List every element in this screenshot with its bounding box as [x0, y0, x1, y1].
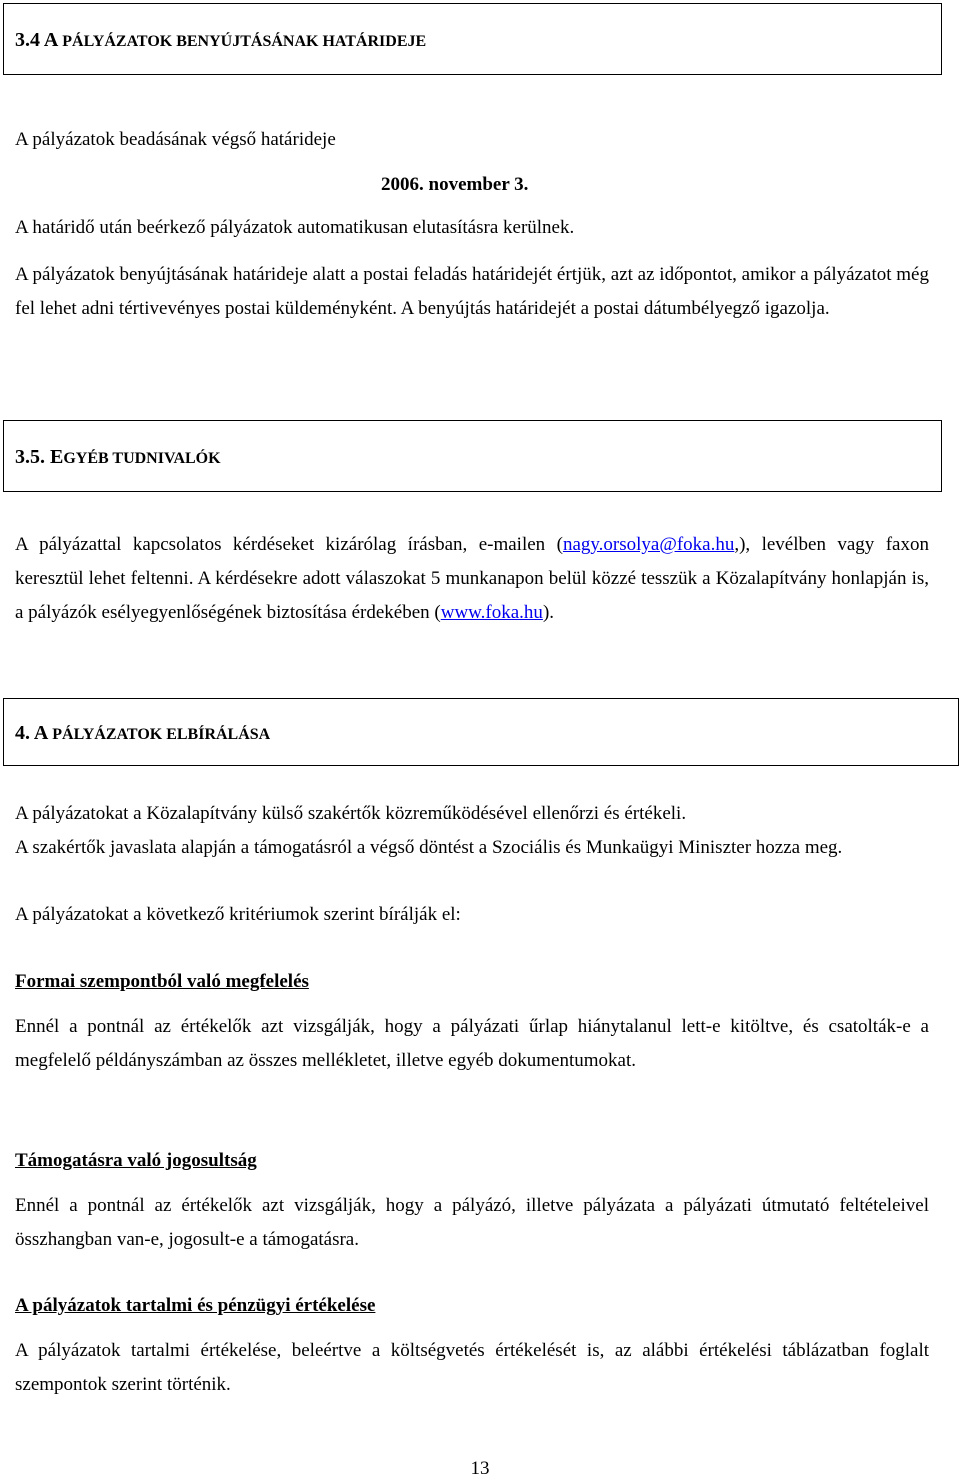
page-number: 13 — [470, 1458, 490, 1479]
evaluation-paragraph-1: A pályázatokat a Közalapítvány külső szakértők közreműködésével ellenőrzi és értékeli. — [15, 803, 687, 824]
heading-rest: PÁLYÁZATOK ELBÍRÁLÁSA — [52, 726, 271, 743]
evaluation-paragraph-3: A pályázatokat a következő kritériumok szerint bírálják el: — [15, 904, 461, 925]
rejection-text: A határidő után beérkező pályázatok automatikusan elutasításra kerülnek. — [15, 217, 575, 238]
jogosultsag-text: Ennél a pontnál az értékelők azt vizsgálják, hogy a pályázó, illetve pályázata a pályázati útmutató feltételeivel összhangban van-e, jogosult-e a támogatásra. — [15, 1195, 929, 1250]
heading-first-letter: A — [33, 722, 53, 744]
heading-rest: GYÉB TUDNIVALÓK — [63, 450, 221, 467]
heading-first-letter: E — [50, 446, 64, 468]
heading-number: 4. — [15, 722, 34, 744]
heading-number: 3.5. — [15, 446, 50, 468]
section-3-4-heading — [15, 29, 426, 52]
section-3-5-heading — [15, 446, 221, 469]
heading-number: 3.4 — [15, 29, 44, 51]
contact-paragraph — [15, 528, 929, 630]
email-link[interactable]: nagy.orsolya@foka.hu — [562, 534, 735, 555]
tartalmi-text: A pályázatok tartalmi értékelése, beleértve a költségvetés értékelését is, az alábbi értékelési táblázatban foglalt szempontok szerint történik. — [15, 1340, 929, 1395]
contact-text-2: ,), levélben vagy faxon keresztül lehet feltenni. A kérdésekre adott válaszokat 5 munkanapon belül közzé tesszük a Közalapítvány honlapján is, a pályázók esélyegyenlőségének biztosítása érdekében ( — [15, 534, 929, 623]
jogosultsag-heading: Támogatásra való jogosultság — [15, 1150, 257, 1171]
formai-heading: Formai szempontból való megfelelés — [15, 971, 309, 992]
evaluation-paragraph-2: A szakértők javaslata alapján a támogatásról a végső döntést a Szociális és Munkaügyi Miniszter hozza meg. — [15, 837, 843, 858]
contact-text-1: A pályázattal kapcsolatos kérdéseket kizárólag írásban, e-mailen ( — [15, 534, 563, 555]
tartalmi-heading: A pályázatok tartalmi és pénzügyi értékelése — [15, 1295, 376, 1316]
section-4-heading — [15, 722, 270, 745]
heading-first-letter: A — [43, 29, 63, 51]
website-link[interactable]: www.foka.hu — [440, 602, 543, 623]
deadline-date: 2006. november 3. — [381, 174, 529, 195]
deadline-paragraph: A pályázatok benyújtásának határideje alatt a postai feladás határidejét értjük, azt az időpontot, amikor a pályázatot még fel lehet adni tértivevényes postai küldeményként. A benyújtás határidejét a postai dátumbélyegző igazolja. — [15, 264, 929, 319]
deadline-label: A pályázatok beadásának végső határideje — [15, 129, 336, 150]
contact-text-3: ). — [542, 602, 555, 623]
formai-text: Ennél a pontnál az értékelők azt vizsgálják, hogy a pályázati űrlap hiánytalanul lett-e kitöltve, és csatolták-e a megfelelő példányszámban az összes mellékletet, illetve egyéb dokumentumokat. — [15, 1016, 929, 1071]
heading-rest: PÁLYÁZATOK BENYÚJTÁSÁNAK HATÁRIDEJE — [62, 33, 427, 50]
